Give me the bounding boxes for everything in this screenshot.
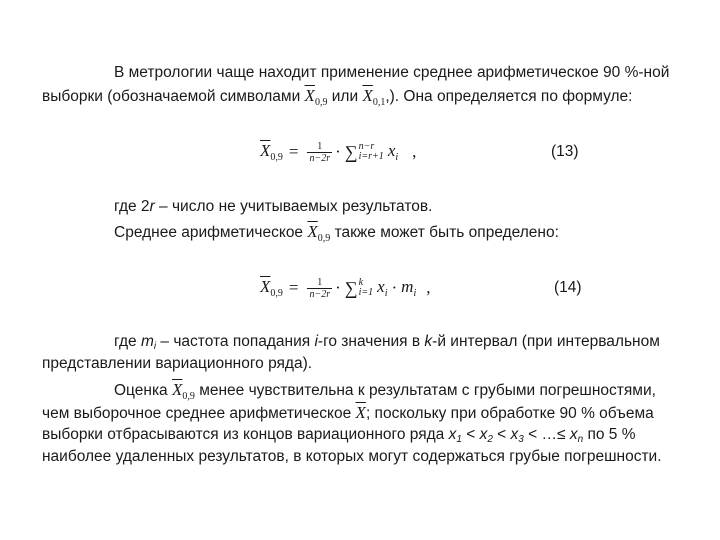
symbol-x09: $\overline{X}_{0,9}$ xyxy=(172,380,195,402)
where-line-1: где 2r – число не учитываемых результатов. xyxy=(114,198,433,215)
equation-number-13: (13) xyxy=(551,143,579,160)
formula-lhs: $\overline{X}_{0,9}$ xyxy=(260,141,283,163)
comma: , xyxy=(412,142,417,161)
sum-symbol: ∑ xyxy=(344,277,358,298)
dot: · xyxy=(335,142,341,161)
estimate-line-1: Оценка $\overline{X}_{0,9}$ менее чувствительна к результатам с грубыми погрешностями, xyxy=(114,380,656,402)
symbol-x09: $\overline{X}_{0,9}$ xyxy=(304,86,328,108)
sum-limits: k i=1 xyxy=(358,277,374,298)
comma: , xyxy=(426,278,431,297)
term: $x_i$ xyxy=(377,277,388,299)
text: выборки (обозначаемой символами xyxy=(42,88,301,105)
estimate-line-2: чем выборочное среднее арифметическое $\overline{X}$; поскольку при обработке 90 % объема xyxy=(42,403,654,422)
where-line-2b: представлении вариационного ряда). xyxy=(42,355,313,372)
estimate-line-3: выборки отбрасываются из концов вариационного ряда x1 < x2 < x3 < …≤ xn по 5 % xyxy=(42,426,636,445)
fraction: $\frac{1}{n-2r}$ xyxy=(309,276,331,300)
para1-line2 xyxy=(42,86,632,113)
text: ,). Она определяется по формуле: xyxy=(385,88,633,105)
term2: $m_i$ xyxy=(401,277,417,299)
sum-symbol: ∑ xyxy=(344,141,358,162)
text: В метрологии чаще находит применение среднее арифметическое 90 %-ной xyxy=(114,64,670,81)
equals-sign: = xyxy=(288,142,299,161)
para1-line1 xyxy=(114,63,669,83)
fraction: $\frac{1}{n-2r}$ xyxy=(309,140,331,164)
formula-13 xyxy=(260,132,416,172)
dot: · xyxy=(335,278,341,297)
dot: · xyxy=(391,278,398,297)
term: $x_i$ xyxy=(387,141,399,163)
formula-14 xyxy=(260,268,430,308)
mean-line: Среднее арифметическое $\overline{X}_{0,9}$ также может быть определено: xyxy=(114,222,559,244)
formula-lhs: $\overline{X}_{0,9}$ xyxy=(260,277,283,299)
equals-sign: = xyxy=(288,278,299,297)
equation-number-14: (14) xyxy=(554,279,582,296)
symbol-x-mean: $\overline{X}$ xyxy=(355,403,366,422)
estimate-line-4: наиболее удаленных результатов, в которых могут содержаться грубые погрешности. xyxy=(42,448,662,465)
where-line-2: где mi – частота попадания i-го значения в k-й интервал (при интервальном xyxy=(114,333,660,352)
text: или xyxy=(331,88,359,105)
sum-limits: n−r i=r+1 xyxy=(358,141,384,162)
symbol-x01: $\overline{X}_{0,1}$ xyxy=(362,86,386,108)
symbol-x09: $\overline{X}_{0,9}$ xyxy=(307,222,331,244)
